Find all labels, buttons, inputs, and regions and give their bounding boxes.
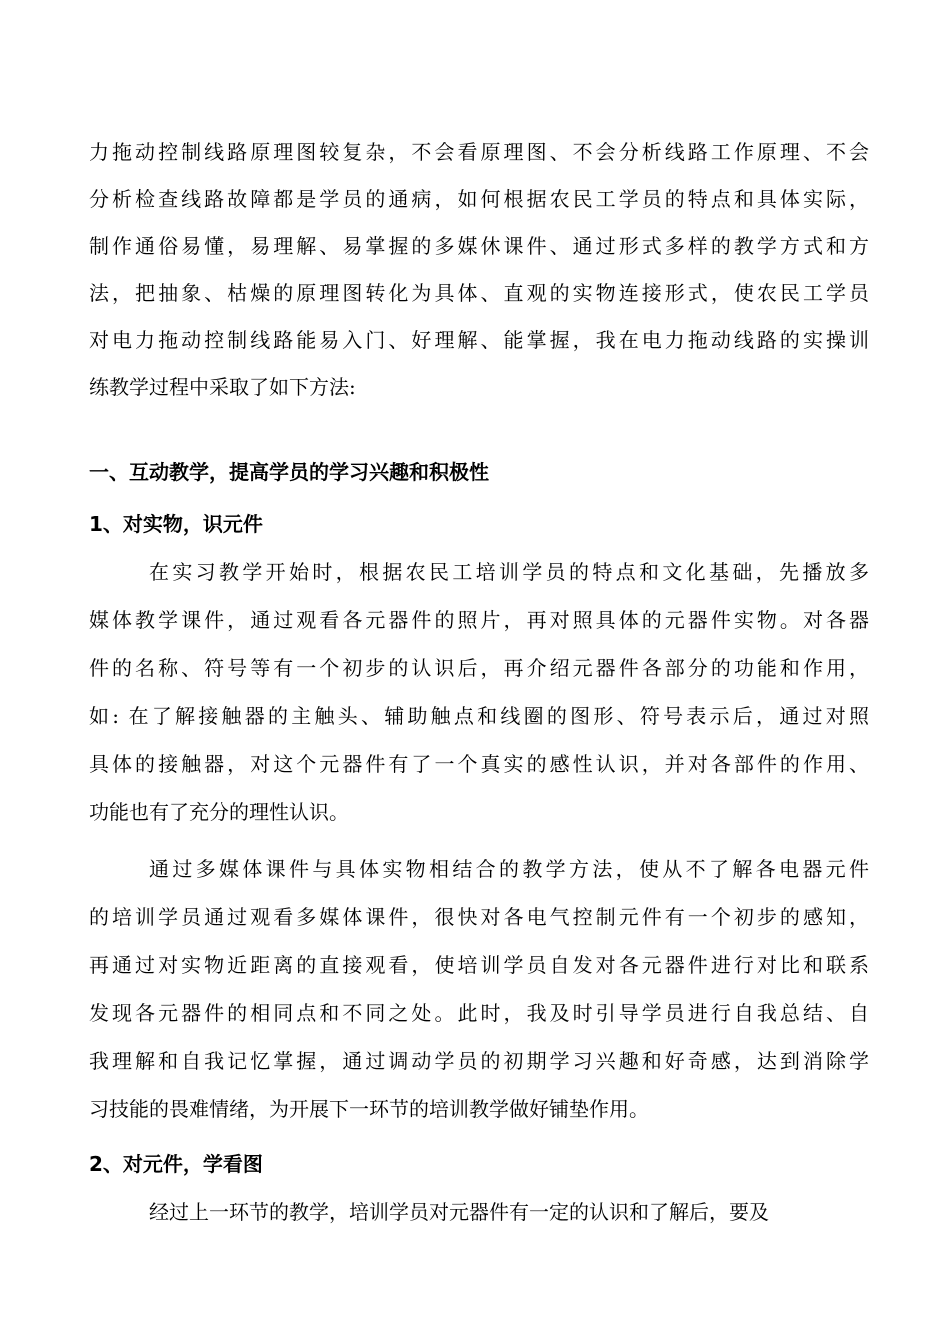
sub1-para1-line-2: 媒体教学课件，通过观看各元器件的照片，再对照具体的元器件实物。对各器 <box>89 608 869 632</box>
sub2-para1-line-1: 经过上一环节的教学，培训学员对元器件有一定的认识和了解后，要及 <box>149 1200 769 1224</box>
intro-line-3: 制作通俗易懂，易理解、易掌握的多媒休课件、通过形式多样的教学方式和方 <box>89 234 869 258</box>
section-heading-1: 一、互动教学，提高学员的学习兴趣和积极性 <box>89 460 489 484</box>
subheading-1: 1、对实物，识元件 <box>89 512 263 536</box>
intro-line-4: 法，把抽象、枯燥的原理图转化为具体、直观的实物连接形式，使农民工学员 <box>89 281 869 305</box>
sub1-para1-line-1: 在实习教学开始时，根据农民工培训学员的特点和文化基础，先播放多 <box>149 560 869 584</box>
sub1-para2-line-4: 发现各元器件的相同点和不同之处。此时，我及时引导学员进行自我总结、自 <box>89 1001 869 1025</box>
sub1-para1-line-4: 如: 在了解接触器的主触头、辅助触点和线圈的图形、符号表示后，通过对照 <box>89 704 869 728</box>
sub1-para1-line-6: 功能也有了充分的理性认识。 <box>89 800 349 824</box>
sub1-para2-line-2: 的培训学员通过观看多媒体课件，很快对各电气控制元件有一个初步的感知， <box>89 905 869 929</box>
intro-line-1: 力拖动控制线路原理图较复杂，不会看原理图、不会分析线路工作原理、不会 <box>89 140 869 164</box>
sub1-para2-line-3: 再通过对实物近距离的直接观看，使培训学员自发对各元器件进行对比和联系 <box>89 953 869 977</box>
intro-line-5: 对电力拖动控制线路能易入门、好理解、能掌握，我在电力拖动线路的实操训 <box>89 328 869 352</box>
subheading-2: 2、对元件，学看图 <box>89 1152 263 1176</box>
sub1-para2-line-5: 我理解和自我记忆掌握，通过调动学员的初期学习兴趣和好奇感，达到消除学 <box>89 1049 869 1073</box>
sub1-para1-line-5: 具体的接触器，对这个元器件有了一个真实的感性认识，并对各部件的作用、 <box>89 752 869 776</box>
sub1-para2-line-6: 习技能的畏难情绪，为开展下一环节的培训教学做好铺垫作用。 <box>89 1097 649 1121</box>
intro-line-2: 分析检查线路故障都是学员的通病，如何根据农民工学员的特点和具体实际， <box>89 187 869 211</box>
sub1-para1-line-3: 件的名称、符号等有一个初步的认识后，再介绍元器件各部分的功能和作用， <box>89 656 869 680</box>
intro-line-6: 练教学过程中采取了如下方法: <box>89 375 356 399</box>
sub1-para2-line-1: 通过多媒体课件与具体实物相结合的教学方法，使从不了解各电器元件 <box>149 857 869 881</box>
